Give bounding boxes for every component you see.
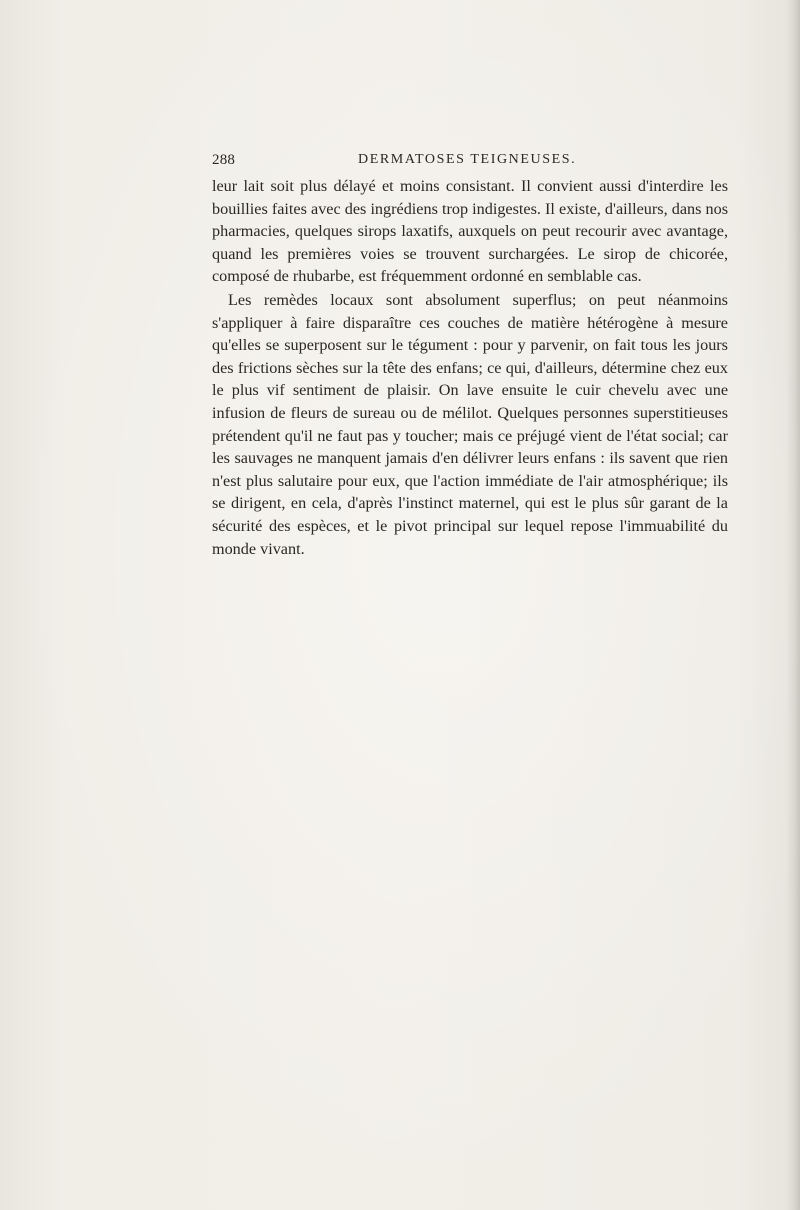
running-head bbox=[212, 150, 728, 174]
page-edge-shadow bbox=[786, 0, 800, 1210]
running-title: DERMATOSES TEIGNEUSES. bbox=[358, 152, 577, 167]
body-text bbox=[212, 175, 728, 560]
paragraph-2: Les remèdes locaux sont absolument superflus; on peut néanmoins s'appliquer à faire disparaître ces couches de matière hétérogène à mesure qu'elles se superposent sur le tégument : pour y parvenir, on fait tous les jours des frictions sèches sur la tête des enfans; ce qui, d'ailleurs, détermine chez eux le plus vif sentiment de plaisir. On lave ensuite le cuir chevelu avec une infusion de fleurs de sureau ou de mélilot. Quelques personnes superstitieuses prétendent qu'il ne faut pas y toucher; mais ce préjugé vient de l'état social; car les sauvages ne manquent jamais d'en délivrer leurs enfans : ils savent que rien n'est plus salutaire pour eux, que l'action immédiate de l'air atmosphérique; ils se dirigent, en cela, d'après l'instinct maternel, qui est le plus sûr garant de la sécurité des espèces, et le pivot principal sur lequel repose l'immuabilité du monde vivant. bbox=[212, 290, 728, 558]
page-number: 288 bbox=[212, 152, 236, 168]
paragraph-1: leur lait soit plus délayé et moins consistant. Il convient aussi d'interdire les bouillies faites avec des ingrédiens trop indigestes. Il existe, d'ailleurs, dans nos pharmacies, quelques sirops laxatifs, auxquels on peut recourir avec avantage, quand les premières voies se trouvent surchargées. Le sirop de chicorée, composé de rhubarbe, est fréquemment ordonné en semblable cas. bbox=[212, 177, 728, 286]
